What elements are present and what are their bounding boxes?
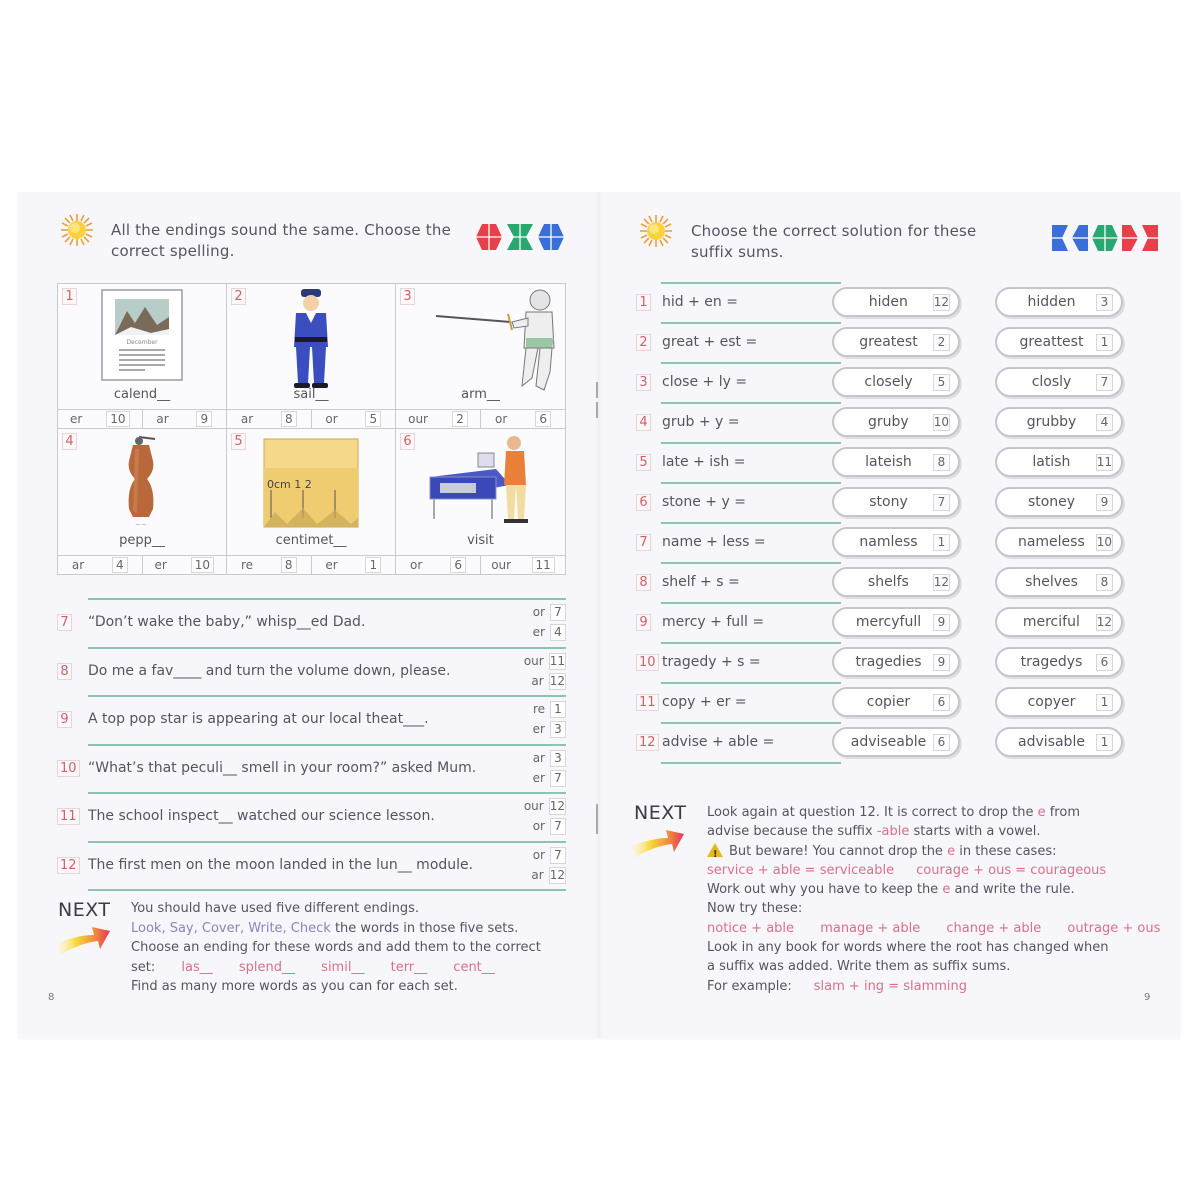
- green-bowtie-icon: [506, 223, 534, 251]
- suffix-sum-5: [636, 447, 1146, 479]
- ending-option[interactable]: ar 4: [58, 556, 142, 574]
- next-label: NEXT: [634, 802, 687, 824]
- divider: [661, 642, 841, 644]
- divider: [661, 482, 841, 484]
- fold-mark: [596, 402, 598, 418]
- ending-options: [510, 796, 566, 836]
- code-box: 10: [933, 414, 949, 429]
- ending-options: [510, 845, 566, 885]
- answer-choice-b[interactable]: copyer 1: [995, 687, 1123, 717]
- code-box: 3: [1096, 294, 1113, 311]
- green-hexagon-icon: [1091, 224, 1119, 252]
- target-word: visit: [467, 533, 494, 548]
- code-box: 1: [1096, 694, 1113, 711]
- answer-choice-a[interactable]: gruby 10: [832, 407, 960, 437]
- activity-logo: [1051, 224, 1159, 252]
- ending-option[interactable]: or 6: [480, 410, 565, 428]
- right-page: [599, 192, 1180, 1038]
- pepper-mill-picture: [119, 433, 165, 529]
- ending-option[interactable]: er 4: [510, 622, 566, 642]
- divider: [661, 762, 841, 764]
- question-number: 5: [231, 433, 246, 450]
- code-box: 4: [550, 624, 566, 641]
- next-instructions: You should have used five different endings. Look, Say, Cover, Write, Check the words in those five sets. Choose an ending for these words and add them to the correct set: las__ splend__ simil__ terr__ cent__ Find as many more words as you can for each set.: [131, 901, 541, 994]
- next-arrow-icon: [632, 826, 686, 860]
- ending-options: [510, 748, 566, 788]
- blue-hexagon-icon: [537, 223, 565, 251]
- ending-option[interactable]: or 5: [311, 410, 396, 428]
- ending-option[interactable]: er 7: [510, 768, 566, 788]
- answer-choice-b[interactable]: greattest 1: [995, 327, 1123, 357]
- answer-choice-a[interactable]: shelfs 12: [832, 567, 960, 597]
- divider: [661, 282, 841, 284]
- answer-choice-a[interactable]: adviseable 6: [832, 727, 960, 757]
- code-box: 8: [1096, 574, 1113, 591]
- code-box: 6: [450, 557, 466, 573]
- sum-equation: great + est =: [662, 334, 758, 350]
- suffix-sum-1: [636, 287, 1146, 319]
- next-instructions: Look again at question 12. It is correct to drop the e from advise because the suffix -able starts with a vowel. !But beware! You cannot drop the e in these cases: service + able = serviceable courage + ous = courageous Work out why you have to keep the e and write the rule. Now try these: notice + able manage + able change + able outrage + ous Look in any book for words where the root has changed when a suffix was added. Write them as suffix sums. For example: slam + ing = slamming: [707, 803, 1160, 996]
- divider: [88, 889, 566, 891]
- ending-option[interactable]: ar 12: [531, 673, 565, 688]
- code-box: 4: [112, 557, 128, 573]
- suffix-sum-3: [636, 367, 1146, 399]
- question-number: 10: [636, 654, 659, 671]
- ending-option[interactable]: ar 8: [227, 410, 311, 428]
- answer-choice-b[interactable]: shelves 8: [995, 567, 1123, 597]
- answer-choice-b[interactable]: merciful 12: [995, 607, 1123, 637]
- question-number: 8: [57, 663, 72, 680]
- question-number: 10: [57, 760, 80, 777]
- question-number: 1: [62, 288, 77, 305]
- ending-option[interactable]: ar 12: [531, 867, 565, 882]
- suffix-sum-11: [636, 687, 1146, 719]
- question-number: 1: [636, 294, 651, 311]
- sum-equation: shelf + s =: [662, 574, 740, 590]
- question-number: 2: [231, 288, 246, 305]
- answer-choice-b[interactable]: latish 11: [995, 447, 1123, 477]
- answer-choice-a[interactable]: mercyfull 9: [832, 607, 960, 637]
- sentence-text: The school inspect__ watched our science lesson.: [88, 808, 435, 824]
- code-box: 9: [933, 654, 950, 671]
- answer-choice-a[interactable]: closely 5: [832, 367, 960, 397]
- answer-choice-a[interactable]: copier 6: [832, 687, 960, 717]
- answer-choice-b[interactable]: nameless 10: [995, 527, 1123, 557]
- ending-options: [396, 555, 565, 574]
- hospital-visit-picture: [426, 433, 536, 529]
- question-number: 6: [400, 433, 415, 450]
- sum-equation: hid + en =: [662, 294, 738, 310]
- suffix-sum-12: [636, 727, 1146, 759]
- code-box: 12: [549, 673, 565, 688]
- question-number: 11: [57, 808, 80, 825]
- code-box: 12: [933, 574, 949, 589]
- left-page: [18, 192, 599, 1038]
- question-number: 3: [400, 288, 415, 305]
- question-number: 6: [636, 494, 651, 511]
- code-box: 12: [549, 867, 565, 882]
- code-box: 7: [550, 847, 566, 864]
- ending-options: [510, 602, 566, 642]
- answer-choice-a[interactable]: stony 7: [832, 487, 960, 517]
- code-box: 9: [1096, 494, 1113, 511]
- code-box: 10: [106, 411, 129, 427]
- divider: [661, 722, 841, 724]
- suffix-sum-2: [636, 327, 1146, 359]
- ending-option[interactable]: or 7: [510, 602, 566, 622]
- picture-question-4: [58, 429, 227, 574]
- ending-option[interactable]: our 11: [480, 556, 565, 574]
- fold-mark: [596, 804, 598, 834]
- code-box: 1: [550, 701, 566, 718]
- ending-option[interactable]: re 1: [510, 699, 566, 719]
- code-box: 12: [1096, 614, 1112, 629]
- code-box: 8: [281, 557, 297, 573]
- divider: [661, 442, 841, 444]
- svg-text:December: December: [126, 339, 158, 346]
- svg-text:0cm 1 2: 0cm 1 2: [267, 478, 312, 491]
- sum-equation: close + ly =: [662, 374, 748, 390]
- next-label: NEXT: [58, 899, 111, 921]
- sentence-question-10: [57, 746, 566, 790]
- question-number: 8: [636, 574, 651, 591]
- ending-option[interactable]: er 10: [58, 410, 142, 428]
- code-box: 6: [1096, 654, 1113, 671]
- picture-question-2: [227, 284, 396, 429]
- ending-option[interactable]: er 10: [142, 556, 227, 574]
- question-number: 11: [636, 694, 659, 711]
- code-box: 6: [933, 694, 950, 711]
- code-box: 11: [1096, 454, 1112, 469]
- ending-option[interactable]: er 1: [311, 556, 396, 574]
- code-box: 1: [1096, 334, 1113, 351]
- sentence-question-12: [57, 843, 566, 887]
- sum-equation: advise + able =: [662, 734, 775, 750]
- answer-choice-a[interactable]: namless 1: [832, 527, 960, 557]
- code-box: 12: [549, 798, 565, 813]
- code-box: 2: [452, 411, 468, 427]
- code-box: 6: [933, 734, 950, 751]
- question-number: 9: [636, 614, 651, 631]
- suffix-sum-7: [636, 527, 1146, 559]
- code-box: 1: [365, 557, 381, 573]
- target-word: pepp__: [119, 533, 165, 548]
- question-number: 5: [636, 454, 651, 471]
- picture-question-1: [58, 284, 227, 429]
- suffix-sum-4: [636, 407, 1146, 439]
- answer-choice-b[interactable]: hidden 3: [995, 287, 1123, 317]
- code-box: 9: [933, 614, 950, 631]
- target-word: centimet__: [275, 533, 347, 548]
- question-number: 9: [57, 711, 72, 728]
- divider: [661, 602, 841, 604]
- code-box: 7: [550, 604, 566, 621]
- sun-icon: [60, 213, 94, 247]
- answer-choice-b[interactable]: closly 7: [995, 367, 1123, 397]
- instruction-text: All the endings sound the same. Choose the correct spelling.: [111, 221, 452, 260]
- code-box: 4: [1096, 414, 1113, 431]
- sum-equation: stone + y =: [662, 494, 746, 510]
- question-number: 12: [57, 857, 80, 874]
- blue-arrow-icon: [1071, 224, 1089, 252]
- code-box: 11: [549, 653, 565, 668]
- warning-icon: [707, 843, 723, 857]
- ending-options: [396, 409, 565, 428]
- sentence-question-9: [57, 697, 566, 741]
- ending-options: [58, 409, 226, 428]
- ending-options: [227, 555, 395, 574]
- question-number: 7: [636, 534, 651, 551]
- sentence-text: “Don’t wake the baby,” whisp__ed Dad.: [88, 614, 366, 630]
- answer-choice-a[interactable]: hiden 12: [832, 287, 960, 317]
- ending-options: [510, 699, 566, 739]
- suffix-sum-10: [636, 647, 1146, 679]
- svg-text:~~: ~~: [135, 521, 147, 529]
- answer-choice-a[interactable]: tragedies 9: [832, 647, 960, 677]
- ending-options: [227, 409, 395, 428]
- blue-chevron-icon: [1051, 224, 1069, 252]
- red-chevron-icon: [1141, 224, 1159, 252]
- ending-option[interactable]: er 3: [510, 719, 566, 739]
- ending-options: [58, 555, 226, 574]
- page-number: 9: [1144, 992, 1151, 1003]
- code-box: 12: [933, 294, 949, 309]
- divider: [661, 562, 841, 564]
- suffix-sum-6: [636, 487, 1146, 519]
- sum-equation: copy + er =: [662, 694, 747, 710]
- divider: [661, 322, 841, 324]
- code-box: 9: [196, 411, 212, 427]
- sentence-text: The first men on the moon landed in the lun__ module.: [88, 857, 474, 873]
- code-box: 10: [1096, 534, 1112, 549]
- sum-equation: name + less =: [662, 534, 766, 550]
- code-box: 11: [532, 557, 555, 573]
- code-box: 1: [933, 534, 950, 551]
- suffix-sum-8: [636, 567, 1146, 599]
- picture-question-grid: [57, 283, 566, 575]
- ending-option[interactable]: our 11: [523, 653, 565, 668]
- ending-option[interactable]: ar 3: [510, 748, 566, 768]
- ending-options: [510, 651, 566, 691]
- picture-question-5: [227, 429, 396, 574]
- sum-equation: mercy + full =: [662, 614, 765, 630]
- page-number: 8: [48, 992, 55, 1003]
- code-box: 7: [550, 818, 566, 835]
- question-number: 7: [57, 614, 72, 631]
- sun-icon: [639, 214, 673, 248]
- red-hexagon-icon: [475, 223, 503, 251]
- answer-choice-b[interactable]: grubby 4: [995, 407, 1123, 437]
- answer-choice-b[interactable]: advisable 1: [995, 727, 1123, 757]
- question-number: 4: [62, 433, 77, 450]
- question-number: 12: [636, 734, 659, 751]
- ending-option[interactable]: or 6: [396, 556, 480, 574]
- sailor-picture: [286, 287, 336, 391]
- code-box: 1: [1096, 734, 1113, 751]
- sentence-text: “What’s that peculi__ smell in your room?” asked Mum.: [88, 760, 477, 776]
- divider: [661, 682, 841, 684]
- target-word: sail__: [293, 387, 329, 402]
- ending-option[interactable]: or 7: [510, 816, 566, 836]
- answer-choice-a[interactable]: lateish 8: [832, 447, 960, 477]
- code-box: 5: [365, 411, 381, 427]
- sentence-question-7: [57, 600, 566, 644]
- code-box: 10: [191, 557, 214, 573]
- instruction-text: Choose the correct solution for these suffix sums.: [691, 222, 977, 261]
- next-arrow-icon: [58, 923, 112, 957]
- code-box: 2: [933, 334, 950, 351]
- fold-mark: [596, 382, 598, 398]
- target-word: arm__: [461, 387, 500, 402]
- answer-choice-a[interactable]: greatest 2: [832, 327, 960, 357]
- ending-option[interactable]: re 8: [227, 556, 311, 574]
- sum-equation: grub + y =: [662, 414, 740, 430]
- ending-option[interactable]: our 12: [523, 798, 565, 813]
- knight-picture: [432, 286, 562, 396]
- sentence-question-8: [57, 649, 566, 693]
- red-arrow-icon: [1121, 224, 1139, 252]
- divider: [661, 362, 841, 364]
- sum-equation: late + ish =: [662, 454, 746, 470]
- workbook-spread: [18, 192, 1180, 1038]
- code-box: 7: [1096, 374, 1113, 391]
- sentence-question-11: [57, 794, 566, 838]
- divider: [661, 522, 841, 524]
- target-word: calend__: [113, 387, 171, 402]
- code-box: 7: [550, 770, 566, 787]
- picture-question-6: [396, 429, 565, 574]
- sentence-text: A top pop star is appearing at our local theat___.: [88, 711, 429, 727]
- code-box: 7: [933, 494, 950, 511]
- code-box: 8: [281, 411, 297, 427]
- code-box: 5: [933, 374, 950, 391]
- calendar-picture: [101, 289, 183, 381]
- question-number: 2: [636, 334, 651, 351]
- divider: [661, 402, 841, 404]
- suffix-sum-9: [636, 607, 1146, 639]
- code-box: 3: [550, 721, 566, 738]
- answer-choice-b[interactable]: stoney 9: [995, 487, 1123, 517]
- code-box: 3: [550, 750, 566, 767]
- answer-choice-b[interactable]: tragedys 6: [995, 647, 1123, 677]
- question-number: 4: [636, 414, 651, 431]
- activity-logo: [475, 223, 565, 251]
- code-box: 8: [933, 454, 950, 471]
- question-number: 3: [636, 374, 651, 391]
- ending-option[interactable]: ar 9: [142, 410, 227, 428]
- look-say-cover-link: Look, Say, Cover, Write, Check: [131, 920, 331, 936]
- sum-equation: tragedy + s =: [662, 654, 761, 670]
- code-box: 6: [535, 411, 551, 427]
- ending-option[interactable]: our 2: [396, 410, 480, 428]
- ending-option[interactable]: or 7: [510, 845, 566, 865]
- ruler-picture: [263, 438, 359, 528]
- sentence-text: Do me a fav____ and turn the volume down, please.: [88, 663, 451, 679]
- picture-question-3: [396, 284, 565, 429]
